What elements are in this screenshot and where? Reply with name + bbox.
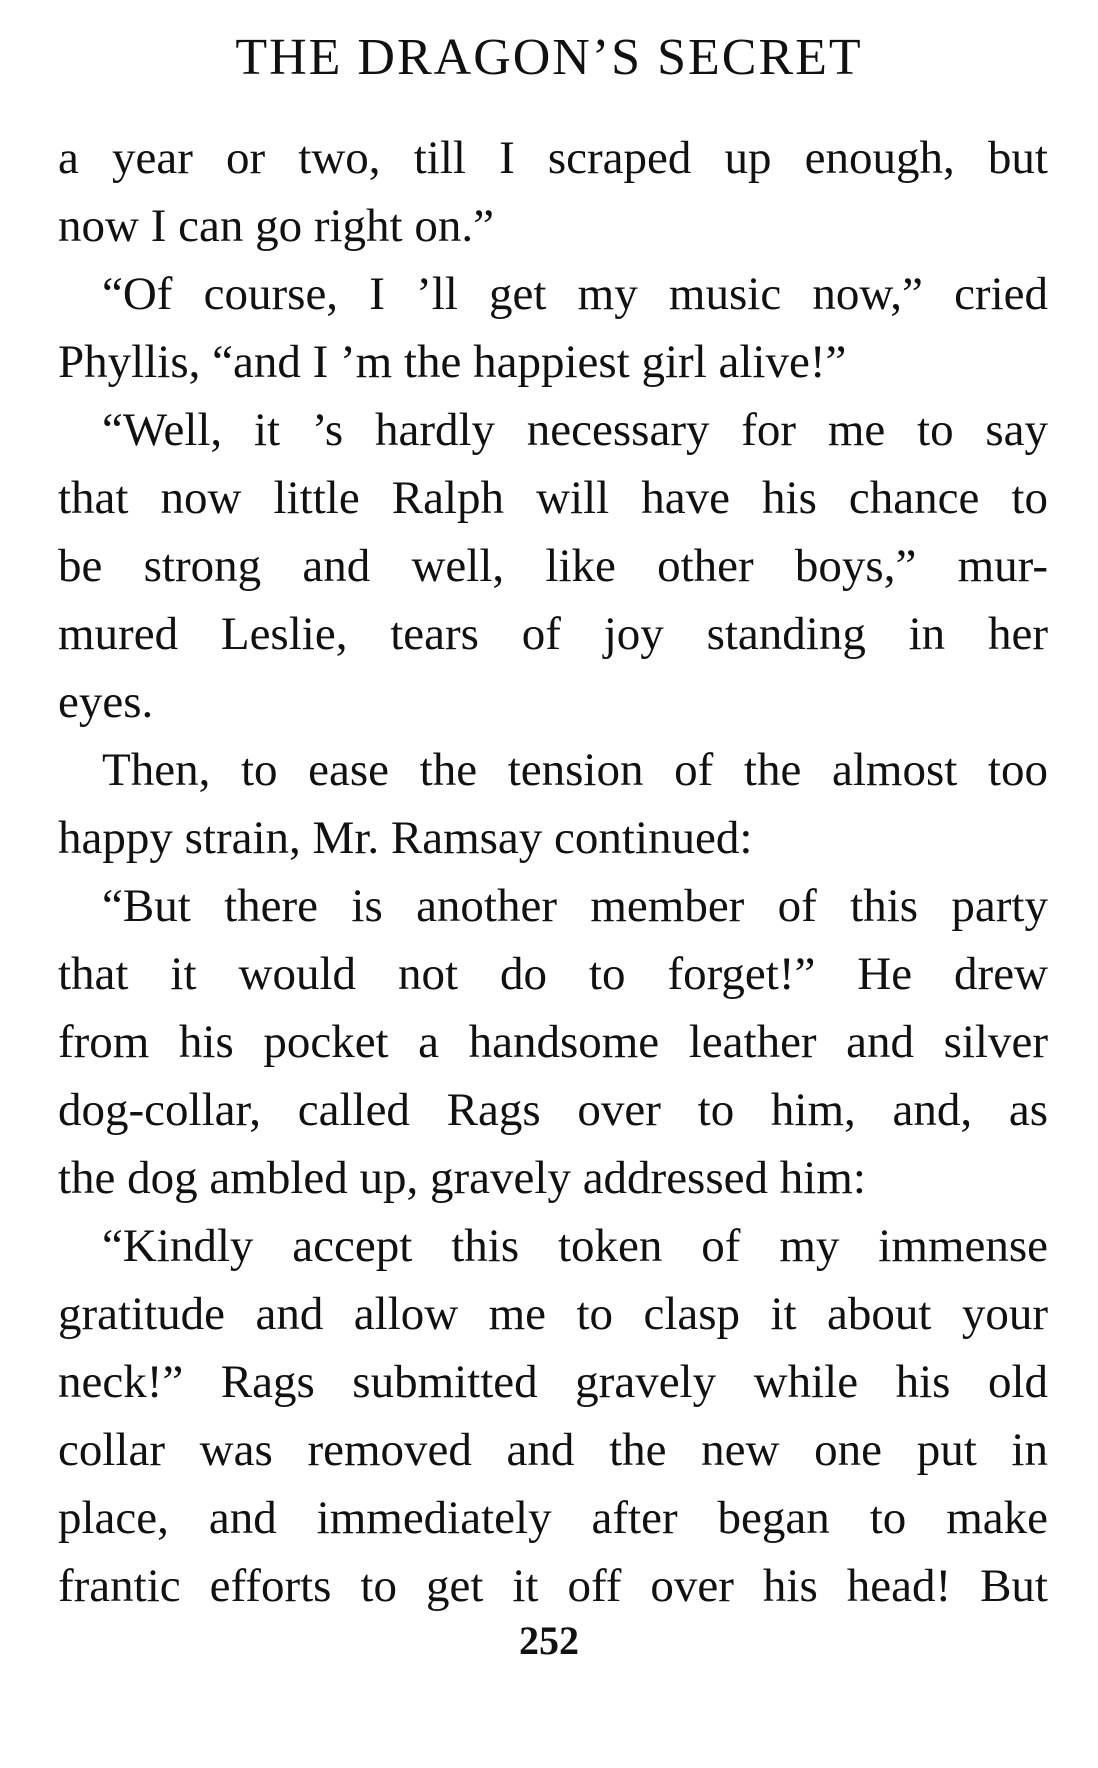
text-line: the dog ambled up, gravely addressed him: [58,1152,866,1204]
text-line: happy strain, Mr. Ramsay continued: [58,812,753,864]
text-line: that it would not do to forget!” He drew [58,948,1048,1000]
body-text [58,124,1048,1620]
text-line: “Well, it ’s hardly necessary for me to say [102,404,1048,456]
text-line: “But there is another member of this party [102,880,1048,932]
text-line: mured Leslie, tears of joy standing in her [58,608,1048,660]
text-line: collar was removed and the new one put in [58,1424,1048,1476]
text-line: Phyllis, “and I ’m the happiest girl alive!” [58,336,847,388]
text-line: from his pocket a handsome leather and silver [58,1016,1048,1068]
text-line: frantic efforts to get it off over his head! But [58,1560,1048,1612]
text-line: place, and immediately after began to make [58,1492,1048,1544]
text-line: “Kindly accept this token of my immense [102,1220,1048,1272]
text-line: eyes. [58,676,154,728]
text-line: neck!” Rags submitted gravely while his old [58,1356,1048,1408]
text-line: now I can go right on.” [58,200,494,252]
text-line: dog-collar, called Rags over to him, and, as [58,1084,1048,1136]
running-head: THE DRAGON’S SECRET [235,29,863,86]
text-line: gratitude and allow me to clasp it about your [58,1288,1048,1340]
text-line: that now little Ralph will have his chance to [58,472,1048,524]
text-line: Then, to ease the tension of the almost too [102,744,1048,796]
page-number: 252 [519,1618,579,1663]
text-line: “Of course, I ’ll get my music now,” cried [102,268,1048,320]
text-line: a year or two, till I scraped up enough, but [58,132,1048,184]
text-line: be strong and well, like other boys,” mur- [58,540,1048,592]
